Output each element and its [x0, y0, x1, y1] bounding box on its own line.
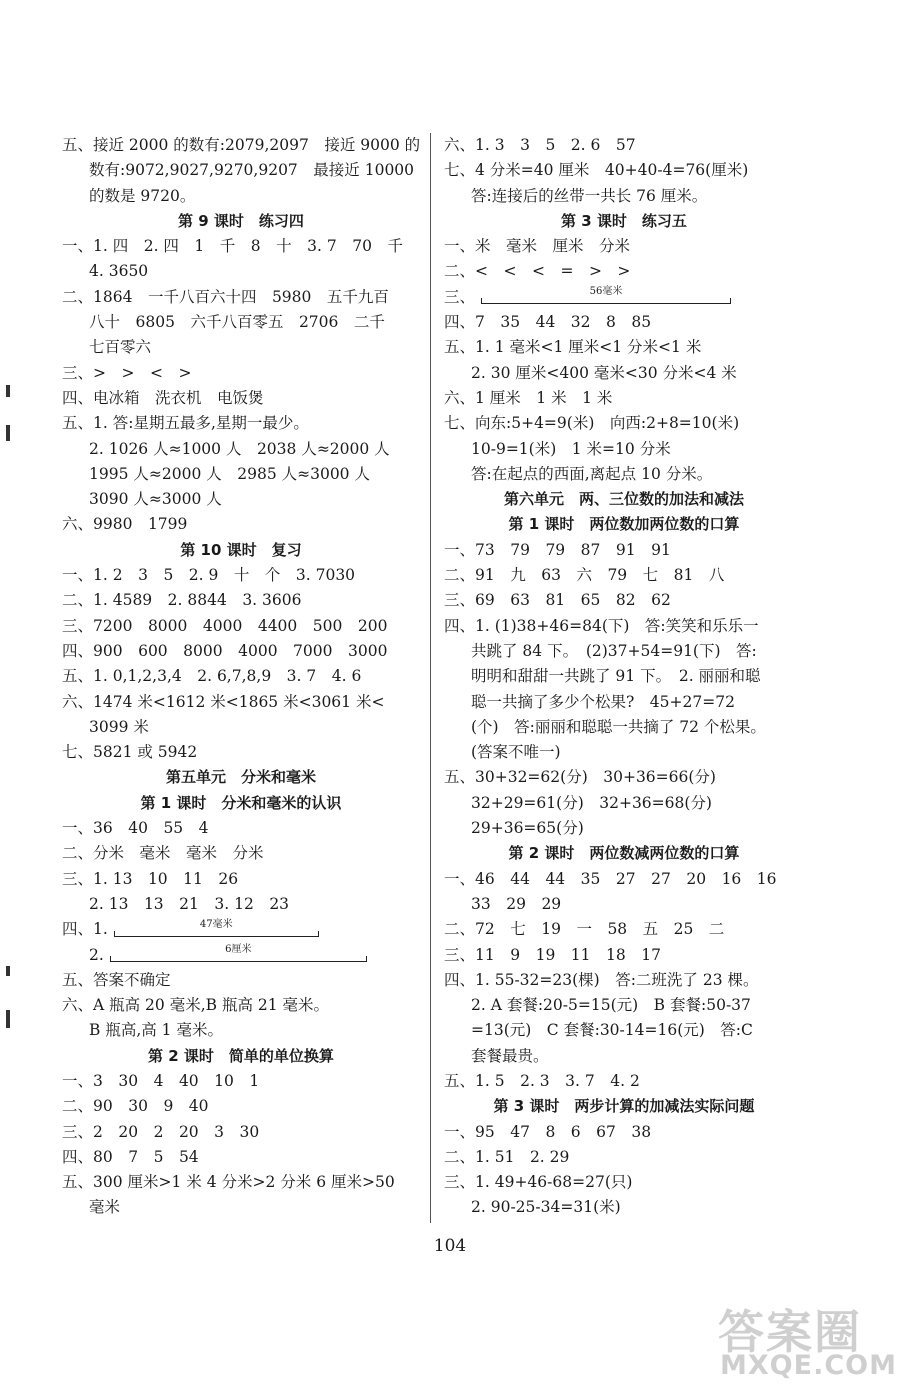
line-text: 4. 3650 [89, 262, 149, 281]
line-text: 五、300 厘米>1 米 4 分米>2 分米 6 厘米>50 [62, 1173, 395, 1192]
line-text: 共跳了 84 下。 (2)37+54=91(下) 答: [471, 641, 757, 660]
answer-line [444, 614, 804, 639]
watermark-top: 答案圈 [718, 1305, 862, 1359]
answer-line [62, 816, 420, 841]
answer-line [62, 259, 420, 284]
answer-line [62, 841, 420, 866]
line-text: 第 1 课时 分米和毫米的认识 [140, 793, 342, 812]
answer-line [444, 968, 804, 993]
answer-line [444, 133, 804, 158]
answer-line [444, 184, 804, 209]
answer-line [444, 1170, 804, 1195]
answer-line [62, 234, 420, 259]
line-text: 毫米 [89, 1198, 121, 1217]
answer-line [444, 335, 804, 360]
answer-line [62, 1018, 420, 1043]
line-text: 六、1 厘米 1 米 1 米 [444, 388, 613, 407]
line-text: 一、米 毫米 厘米 分米 [444, 237, 631, 256]
answer-line [62, 1069, 420, 1094]
line-text: 五、1. 答:星期五最多,星期一最少。 [62, 414, 309, 433]
line-text: 四、1. (1)38+46=84(下) 答:笑笑和乐乐一 [444, 616, 759, 635]
measure-line [110, 943, 367, 968]
line-text: 33 29 29 [471, 894, 562, 913]
line-text: 七、向东:5+4=9(米) 向西:2+8=10(米) [444, 414, 740, 433]
section-heading [62, 765, 420, 790]
answer-line [62, 184, 420, 209]
line-text: 三、1. 49+46-68=27(只) [444, 1173, 633, 1192]
line-text: 2. 13 13 21 3. 12 23 [89, 894, 290, 913]
answer-line [444, 411, 804, 436]
answer-line [62, 1145, 420, 1170]
answer-line [62, 437, 420, 462]
answer-line [444, 715, 804, 740]
line-text: 四、电冰箱 洗衣机 电饭煲 [62, 388, 264, 407]
line-text: 七、5821 或 5942 [62, 743, 198, 762]
answer-line [444, 1120, 804, 1145]
line-text: 一、1. 四 2. 四 1 千 8 十 3. 7 70 千 [62, 237, 403, 256]
line-text: 六、1. 3 3 5 2. 6 57 [444, 136, 636, 154]
answer-line [444, 1145, 804, 1170]
measure-label: 56毫米 [589, 286, 623, 298]
line-text: 一、73 79 79 87 91 91 [444, 540, 671, 559]
answer-line [62, 867, 420, 892]
line-text: 2. 90-25-34=31(米) [471, 1198, 621, 1217]
binding-mark [6, 1010, 10, 1028]
line-text: =13(元) C 套餐:30-14=16(元) 答:C [471, 1021, 753, 1040]
answer-line [444, 690, 804, 715]
line-text: 套餐最贵。 [471, 1046, 549, 1065]
line-text: 一、46 44 44 35 27 27 20 16 16 [444, 869, 777, 888]
answer-line [444, 588, 804, 613]
line-text: 四、900 600 8000 4000 7000 3000 [62, 641, 388, 660]
answer-line [62, 462, 420, 487]
line-text: 32+29=61(分) 32+36=68(分) [471, 793, 712, 812]
line-text: 五、接近 2000 的数有:2079,2097 接近 9000 的 [62, 136, 421, 154]
answer-line [62, 386, 420, 411]
line-text: 明明和甜甜一共跳了 91 下。 2. 丽丽和聪 [471, 667, 761, 686]
line-text: 五、1. 0,1,2,3,4 2. 6,7,8,9 3. 7 4. 6 [62, 667, 362, 686]
answer-line [62, 614, 420, 639]
line-text: 数有:9072,9027,9270,9207 最接近 10000 [89, 161, 415, 180]
line-text: 四、1. [62, 920, 108, 939]
measure-label: 6厘米 [225, 944, 252, 955]
answer-line [444, 1069, 804, 1094]
section-heading [444, 512, 804, 537]
answer-line [62, 664, 420, 689]
line-text: 2. 30 厘米<400 毫米<30 分米<4 米 [471, 363, 737, 382]
answer-line [62, 361, 420, 386]
section-heading [444, 209, 804, 234]
line-text: 2. 1026 人≈1000 人 2038 人≈2000 人 [89, 439, 390, 458]
section-heading [444, 1094, 804, 1119]
answer-line [444, 259, 804, 284]
line-text: 六、1474 米<1612 米<1865 米<3061 米< [62, 692, 385, 711]
answer-line [444, 740, 804, 765]
left-column [62, 133, 420, 1221]
line-text: 聪一共摘了多少个松果? 45+27=72 [471, 692, 735, 711]
line-text: 五、30+32=62(分) 30+36=66(分) [444, 768, 716, 787]
line-text: 第 1 课时 两位数加两位数的口算 [508, 515, 740, 534]
line-text: 一、95 47 8 6 67 38 [444, 1122, 652, 1141]
line-text: 二、1. 51 2. 29 [444, 1147, 570, 1166]
line-text: 答:在起点的西面,离起点 10 分米。 [471, 464, 713, 483]
line-text: 3090 人≈3000 人 [89, 490, 222, 509]
line-text: 四、80 7 5 54 [62, 1147, 199, 1166]
answer-line [444, 285, 804, 310]
line-text: 二、90 30 9 40 [62, 1097, 209, 1116]
measure-bar [110, 961, 367, 962]
column-divider [430, 133, 431, 1223]
line-text: 六、A 瓶高 20 毫米,B 瓶高 21 毫米。 [62, 996, 330, 1015]
line-text: 第五单元 分米和毫米 [165, 768, 316, 787]
watermark-logo [718, 1296, 897, 1384]
line-text: 29+36=65(分) [471, 819, 584, 838]
answer-line [444, 563, 804, 588]
line-text: 三、69 63 81 65 82 62 [444, 591, 671, 610]
line-text: 三、> > < > [62, 363, 192, 382]
answer-line [62, 892, 420, 917]
line-text: 七百零六 [89, 338, 152, 357]
line-text: 五、1. 1 毫米<1 厘米<1 分米<1 米 [444, 338, 702, 357]
answer-line [62, 1120, 420, 1145]
line-text: 第 9 课时 练习四 [178, 211, 304, 230]
line-text: 三、11 9 19 11 18 17 [444, 945, 661, 964]
answer-line [444, 437, 804, 462]
line-text: 二、91 九 63 六 79 七 81 八 [444, 566, 725, 585]
line-text: 三、 [444, 287, 476, 306]
line-text: 1995 人≈2000 人 2985 人≈3000 人 [89, 464, 370, 483]
answer-line [444, 943, 804, 968]
answer-line [444, 867, 804, 892]
page-number: 104 [433, 1236, 467, 1256]
line-text: 六、9980 1799 [62, 515, 188, 534]
answer-line [62, 512, 420, 537]
line-text: 10-9=1(米) 1 米=10 分米 [471, 439, 671, 458]
line-text: 五、1. 5 2. 3 3. 7 4. 2 [444, 1071, 640, 1090]
watermark-bottom: MXQE.COM [720, 1350, 897, 1381]
answer-line [444, 361, 804, 386]
line-text: 第 10 课时 复习 [180, 540, 302, 559]
answer-line [444, 1018, 804, 1043]
answer-line [62, 588, 420, 613]
answer-line [62, 993, 420, 1018]
answer-line [62, 133, 420, 158]
line-text: 二、< < < = > > [444, 262, 631, 281]
answer-line [444, 538, 804, 563]
line-text: 一、3 30 4 40 10 1 [62, 1071, 260, 1090]
binding-mark [6, 385, 10, 397]
line-text: B 瓶高,高 1 毫米。 [89, 1021, 223, 1040]
line-text: 三、1. 13 10 11 26 [62, 869, 239, 888]
line-text: 答:连接后的丝带一共长 76 厘米。 [471, 186, 708, 205]
answer-line [62, 968, 420, 993]
line-text: (答案不唯一) [471, 743, 561, 762]
answer-line [62, 487, 420, 512]
line-text: 第 3 课时 两步计算的加减法实际问题 [493, 1097, 755, 1116]
answer-line [444, 310, 804, 335]
answer-line [62, 285, 420, 310]
line-text: 的数是 9720。 [89, 186, 196, 205]
line-text: 四、1. 55-32=23(棵) 答:二班洗了 23 棵。 [444, 970, 759, 989]
answer-line [62, 740, 420, 765]
line-text: 四、7 35 44 32 8 85 [444, 313, 652, 332]
answer-line [444, 917, 804, 942]
answer-line [62, 1094, 420, 1119]
answer-line [62, 411, 420, 436]
line-text: 二、1. 4589 2. 8844 3. 3606 [62, 591, 302, 610]
line-text: 2. [89, 945, 104, 964]
answer-line [62, 335, 420, 360]
answer-line [444, 892, 804, 917]
line-text: 一、36 40 55 4 [62, 819, 209, 838]
answer-line [444, 993, 804, 1018]
answer-line [62, 690, 420, 715]
line-text: 第 3 课时 练习五 [561, 211, 687, 230]
line-text: 五、答案不确定 [62, 970, 171, 989]
answer-line [444, 462, 804, 487]
answer-line [444, 158, 804, 183]
line-text: 3099 米 [89, 717, 149, 736]
section-heading [444, 841, 804, 866]
section-heading [444, 487, 804, 512]
line-text: 八十 6805 六千八百零五 2706 二千 [89, 313, 385, 332]
answer-line [444, 1044, 804, 1069]
answer-line [62, 158, 420, 183]
measure-label: 47毫米 [199, 918, 233, 930]
answer-line [444, 1195, 804, 1220]
section-heading [62, 538, 420, 563]
measure-bar [114, 936, 319, 937]
section-heading [62, 209, 420, 234]
line-text: 2. A 套餐:20-5=15(元) B 套餐:50-37 [471, 996, 751, 1015]
answer-line [444, 639, 804, 664]
line-text: 二、72 七 19 一 58 五 25 二 [444, 920, 725, 939]
measure-bar [481, 303, 731, 304]
line-text: 第 2 课时 两位数减两位数的口算 [508, 844, 740, 863]
line-text: 三、2 20 2 20 3 30 [62, 1122, 260, 1141]
line-text: 二、1864 一千八百六十四 5980 五千九百 [62, 287, 389, 306]
section-heading [62, 1044, 420, 1069]
binding-mark [6, 966, 10, 976]
answer-line [62, 1170, 420, 1195]
measure-line [481, 285, 731, 310]
answer-line [62, 1195, 420, 1220]
answer-line [62, 310, 420, 335]
measure-line [114, 918, 319, 943]
line-text: 第 2 课时 简单的单位换算 [148, 1046, 334, 1065]
binding-mark [6, 425, 10, 441]
answer-line [444, 765, 804, 790]
answer-line [62, 943, 420, 968]
line-text: 二、分米 毫米 毫米 分米 [62, 844, 264, 863]
line-text: 七、4 分米=40 厘米 40+40-4=76(厘米) [444, 161, 749, 180]
answer-line [62, 563, 420, 588]
line-text: 三、7200 8000 4000 4400 500 200 [62, 616, 388, 635]
line-text: 一、1. 2 3 5 2. 9 十 个 3. 7030 [62, 566, 356, 585]
answer-line [62, 639, 420, 664]
answer-line [62, 715, 420, 740]
line-text: 第六单元 两、三位数的加法和减法 [503, 490, 744, 509]
answer-line [444, 816, 804, 841]
answer-line [62, 917, 420, 942]
right-column [444, 133, 804, 1221]
answer-line [444, 386, 804, 411]
line-text: (个) 答:丽丽和聪聪一共摘了 72 个松果。 [471, 717, 766, 736]
answer-line [444, 664, 804, 689]
answer-line [444, 234, 804, 259]
answer-line [444, 791, 804, 816]
section-heading [62, 791, 420, 816]
